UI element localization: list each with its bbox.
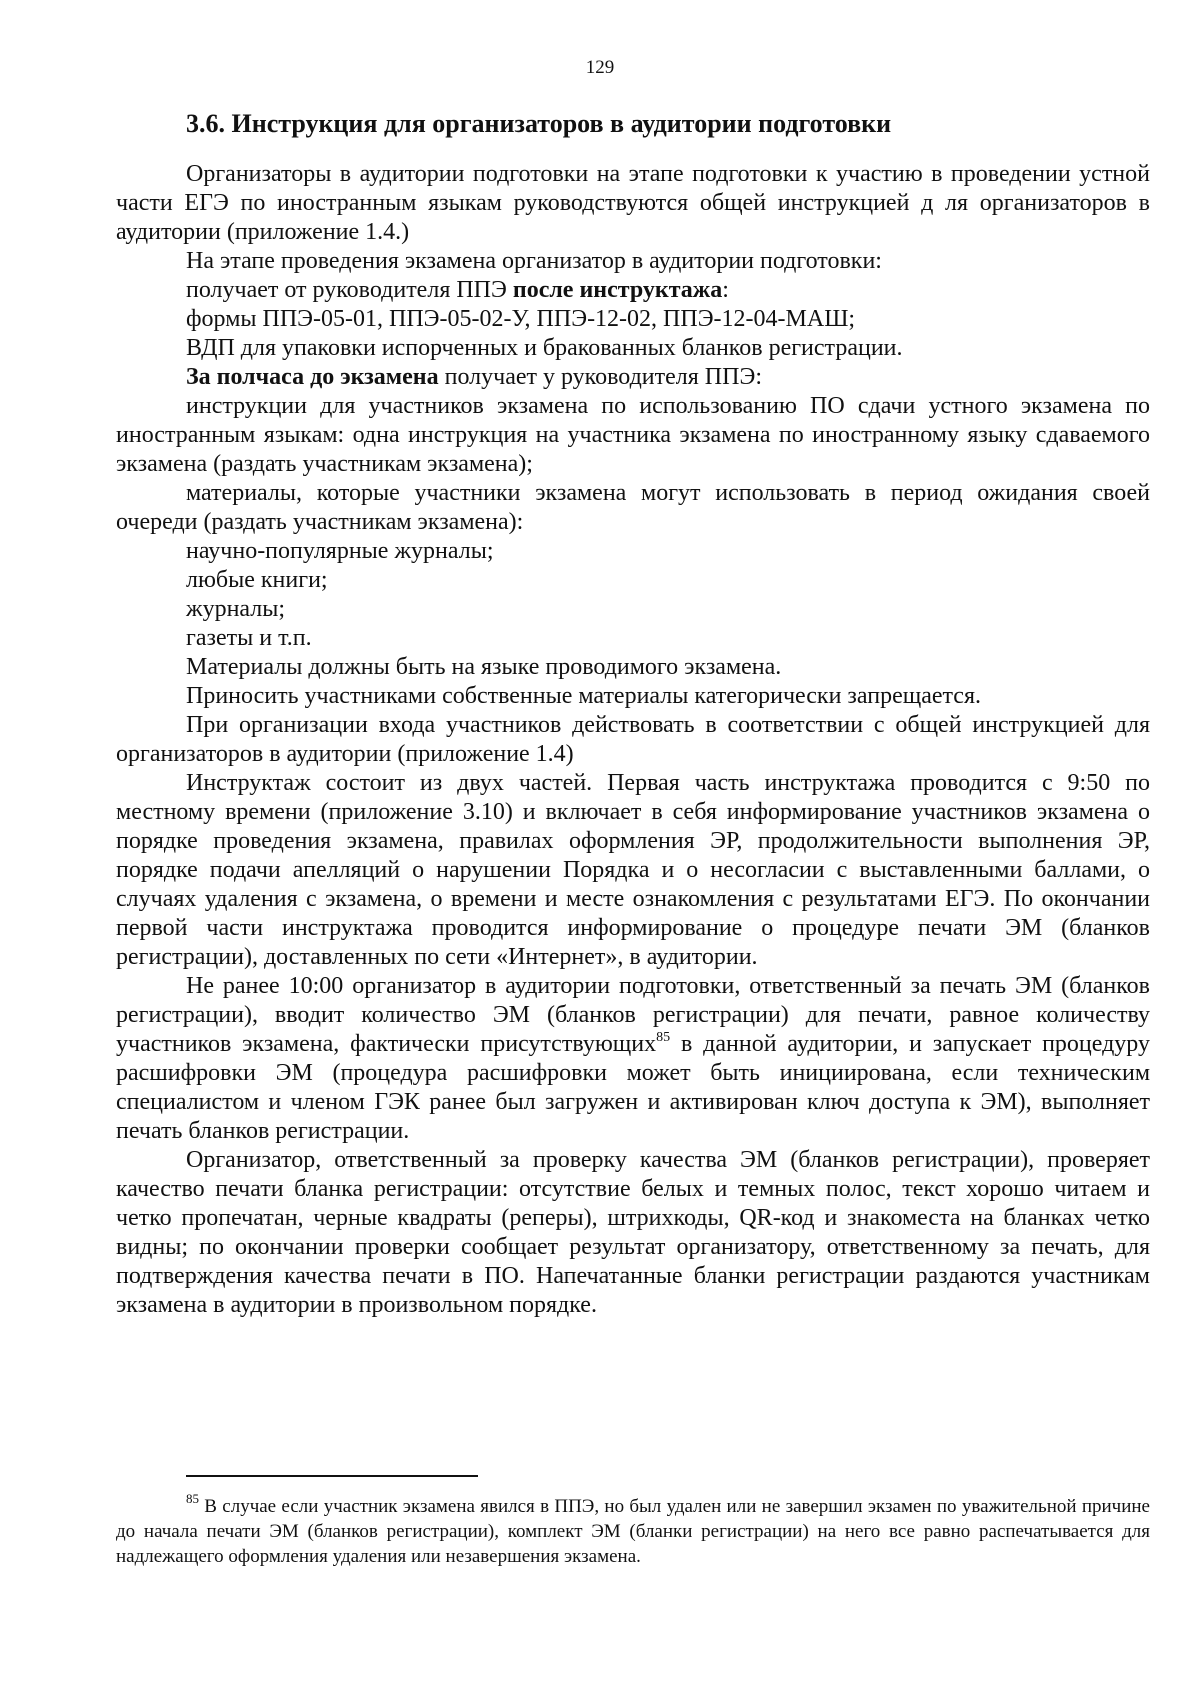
list-item: газеты и т.п.: [186, 625, 312, 651]
paragraph: Инструктаж состоит из двух частей. Первая часть инструктажа проводится с 9:50 по местному времени (приложение 3.10) и включает в себя информирование участников экзамена о порядке проведения экзамена, правилах оформления ЭР, продолжительности выполнения ЭР, порядке подачи апелляций о нарушении Порядка и о несогласии с выставленными баллами, о случаях удаления с экзамена, о времени и месте ознакомления с результатами ЕГЭ. По окончании первой части инструктажа проводится информирование о процедуре печати ЭМ (бланков регистрации), доставленных по сети «Интернет», в аудитории.: [116, 770, 1150, 970]
list-item: формы ППЭ-05-01, ППЭ-05-02-У, ППЭ-12-02, ППЭ-12-04-МАШ;: [186, 306, 856, 332]
paragraph: Организаторы в аудитории подготовки на этапе подготовки к участию в проведении устной части ЕГЭ по иностранным языкам руководствуются общей инструкцией д ля организаторов в аудитории (приложение 1.4.): [116, 161, 1150, 245]
section-heading: 3.6. Инструкция для организаторов в аудитории подготовки: [186, 109, 892, 138]
paragraph: [116, 276, 1150, 305]
list-item: инструкции для участников экзамена по использованию ПО сдачи устного экзамена по иностранным языкам: одна инструкция на участника экзамена по иностранному языку сдаваемого экзамена (раздать участникам экзамена);: [116, 393, 1150, 477]
paragraph-text: получает у руководителя ППЭ:: [438, 364, 762, 390]
paragraph-text: Не ранее 10:00 организатор в аудитории подготовки, ответственный за печать ЭМ (бланков регистрации), вводит количество ЭМ (бланков регистрации) для печати, равное количеству участников экзамена, фактически присутствующих: [116, 973, 1150, 1057]
list-item: ВДП для упаковки испорченных и бракованных бланков регистрации.: [186, 335, 903, 361]
page-number: 129: [585, 57, 615, 78]
document-body: [116, 160, 1150, 1320]
paragraph-text: :: [722, 277, 729, 303]
paragraph: [116, 972, 1150, 1146]
list-item: научно-популярные журналы;: [186, 538, 494, 564]
footnote-divider: [186, 1475, 478, 1477]
paragraph: При организации входа участников действовать в соответствии с общей инструкцией для организаторов в аудитории (приложение 1.4): [116, 712, 1150, 767]
paragraph: Организатор, ответственный за проверку качества ЭМ (бланков регистрации), проверяет качество печати бланка регистрации: отсутствие белых и темных полос, текст хорошо читаем и четко пропечатан, черные квадраты (реперы), штрихкоды, QR-код и знакоместа на бланках четко видны; по окончании проверки сообщает результат организатору, ответственному за печать, для подтверждения качества печати в ПО. Напечатанные бланки регистрации раздаются участникам экзамена в аудитории в произвольном порядке.: [116, 1147, 1150, 1318]
paragraph: На этапе проведения экзамена организатор в аудитории подготовки:: [186, 248, 882, 274]
bold-text: За полчаса до экзамена: [186, 364, 439, 390]
footnote-text: В случае если участник экзамена явился в ППЭ, но был удален или не завершил экзамен по уважительной причине до начала печати ЭМ (бланков регистрации), комплект ЭМ (бланки регистрации) на него все равно распечатывается для надлежащего оформления удаления или незавершения экзамена.: [116, 1496, 1150, 1567]
paragraph: [116, 363, 1150, 392]
paragraph: Приносить участниками собственные материалы категорически запрещается.: [186, 683, 981, 709]
list-item: любые книги;: [186, 567, 328, 593]
footnote-reference[interactable]: 85: [656, 1030, 671, 1045]
bold-text: после инструктажа: [512, 277, 723, 303]
paragraph: Материалы должны быть на языке проводимого экзамена.: [186, 654, 782, 680]
paragraph-text: в данной аудитории, и запускает процедуру расшифровки ЭМ (процедура расшифровки может быть инициирована, если техническим специалистом и членом ГЭК ранее был загружен и активирован ключ доступа к ЭМ), выполняет печать бланков регистрации.: [116, 1031, 1150, 1144]
paragraph-text: получает от руководителя ППЭ: [186, 277, 513, 303]
footnote-number: 85: [186, 1491, 199, 1506]
footnote: [116, 1491, 1150, 1569]
list-item: материалы, которые участники экзамена могут использовать в период ожидания своей очереди (раздать участникам экзамена):: [116, 480, 1150, 535]
list-item: журналы;: [186, 596, 286, 622]
